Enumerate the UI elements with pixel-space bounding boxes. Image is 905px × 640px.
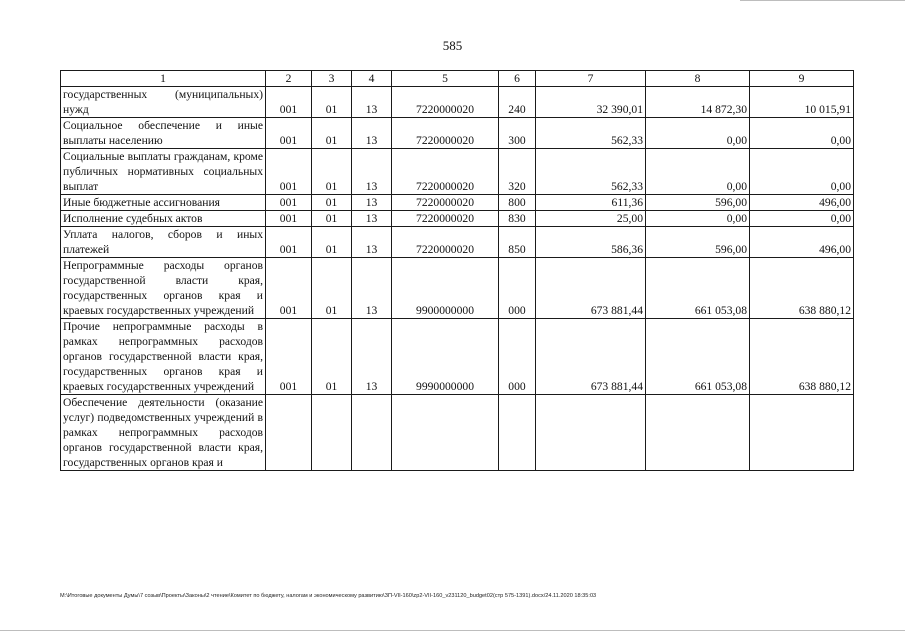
row-cell: 001	[266, 195, 312, 211]
row-name: Иные бюджетные ассигнования	[61, 195, 266, 211]
row-cell: 001	[266, 149, 312, 195]
row-amount: 596,00	[646, 195, 750, 211]
row-cell: 001	[266, 211, 312, 227]
row-cell	[266, 395, 312, 471]
top-divider	[740, 0, 905, 1]
row-cell: 13	[352, 258, 392, 319]
row-amount: 496,00	[750, 227, 854, 258]
row-cell: 001	[266, 319, 312, 395]
row-name: Прочие непрограммные расходы в рамках непрограммных расходов органов государственной власти края, государственных органов края и краевых государственных учреждений	[61, 319, 266, 395]
column-header: 8	[646, 71, 750, 87]
row-cell: 01	[312, 87, 352, 118]
footer-file-path: M:\Итоговые документы Думы\7 созыв\Проекты\Законы\2 чтение\Комитет по бюджету, налогам и экономическому развитию\ЗП-VII-160\zp2-VII-160_v231120_budget02(стр 575-1391).docx/24.11.2020 18:35:03	[60, 593, 597, 599]
row-amount: 0,00	[646, 118, 750, 149]
row-cell: 7220000020	[392, 87, 499, 118]
row-amount: 611,36	[536, 195, 646, 211]
row-cell: 7220000020	[392, 227, 499, 258]
row-amount: 638 880,12	[750, 319, 854, 395]
row-cell: 7220000020	[392, 211, 499, 227]
row-cell: 300	[499, 118, 536, 149]
row-cell: 7220000020	[392, 118, 499, 149]
row-cell: 001	[266, 87, 312, 118]
row-cell: 000	[499, 319, 536, 395]
row-cell: 13	[352, 195, 392, 211]
table-row	[61, 319, 854, 395]
row-cell: 240	[499, 87, 536, 118]
column-header: 5	[392, 71, 499, 87]
row-cell: 9900000000	[392, 258, 499, 319]
row-amount: 562,33	[536, 118, 646, 149]
row-cell: 7220000020	[392, 195, 499, 211]
table-header-row	[61, 71, 854, 87]
row-amount: 673 881,44	[536, 258, 646, 319]
row-cell	[392, 395, 499, 471]
row-amount: 661 053,08	[646, 319, 750, 395]
row-amount	[646, 395, 750, 471]
table-row	[61, 195, 854, 211]
row-amount: 0,00	[750, 211, 854, 227]
row-amount: 0,00	[750, 118, 854, 149]
row-cell: 7220000020	[392, 149, 499, 195]
row-cell	[352, 395, 392, 471]
row-cell: 13	[352, 87, 392, 118]
row-cell: 001	[266, 227, 312, 258]
row-amount: 32 390,01	[536, 87, 646, 118]
row-cell: 01	[312, 319, 352, 395]
row-cell: 001	[266, 118, 312, 149]
row-amount: 562,33	[536, 149, 646, 195]
row-cell	[312, 395, 352, 471]
row-amount: 0,00	[750, 149, 854, 195]
row-cell: 01	[312, 227, 352, 258]
row-name: Социальные выплаты гражданам, кроме публичных нормативных социальных выплат	[61, 149, 266, 195]
column-header: 2	[266, 71, 312, 87]
column-header: 9	[750, 71, 854, 87]
table-row	[61, 118, 854, 149]
row-name: государственных (муниципальных) нужд	[61, 87, 266, 118]
row-cell: 320	[499, 149, 536, 195]
row-name: Непрограммные расходы органов государственной власти края, государственных органов края и краевых государственных учреждений	[61, 258, 266, 319]
page-number: 585	[442, 38, 463, 53]
row-name: Обеспечение деятельности (оказание услуг) подведомственных учреждений в рамках непрограммных расходов органов государственной власти края, государственных органов края и	[61, 395, 266, 471]
row-cell: 01	[312, 258, 352, 319]
row-amount: 596,00	[646, 227, 750, 258]
row-name: Социальное обеспечение и иные выплаты населению	[61, 118, 266, 149]
row-cell: 01	[312, 118, 352, 149]
bottom-divider	[0, 630, 905, 631]
table-row	[61, 258, 854, 319]
row-amount: 586,36	[536, 227, 646, 258]
row-cell: 13	[352, 118, 392, 149]
row-amount	[750, 395, 854, 471]
row-cell: 850	[499, 227, 536, 258]
row-cell: 000	[499, 258, 536, 319]
row-amount: 10 015,91	[750, 87, 854, 118]
row-cell: 01	[312, 195, 352, 211]
row-cell: 830	[499, 211, 536, 227]
row-amount: 14 872,30	[646, 87, 750, 118]
row-cell: 13	[352, 211, 392, 227]
row-cell: 01	[312, 211, 352, 227]
row-cell: 13	[352, 319, 392, 395]
row-cell: 13	[352, 149, 392, 195]
table-row	[61, 87, 854, 118]
row-cell: 01	[312, 149, 352, 195]
row-amount: 638 880,12	[750, 258, 854, 319]
column-header: 4	[352, 71, 392, 87]
row-amount: 496,00	[750, 195, 854, 211]
column-header: 1	[61, 71, 266, 87]
column-header: 6	[499, 71, 536, 87]
row-name: Уплата налогов, сборов и иных платежей	[61, 227, 266, 258]
row-cell: 13	[352, 227, 392, 258]
budget-table	[60, 70, 854, 471]
row-amount	[536, 395, 646, 471]
row-amount: 661 053,08	[646, 258, 750, 319]
row-name: Исполнение судебных актов	[61, 211, 266, 227]
row-amount: 0,00	[646, 149, 750, 195]
table-row	[61, 395, 854, 471]
row-amount: 0,00	[646, 211, 750, 227]
row-amount: 673 881,44	[536, 319, 646, 395]
table-row	[61, 211, 854, 227]
row-cell: 800	[499, 195, 536, 211]
column-header: 3	[312, 71, 352, 87]
row-cell	[499, 395, 536, 471]
row-cell: 001	[266, 258, 312, 319]
table-row	[61, 149, 854, 195]
table-row	[61, 227, 854, 258]
row-amount: 25,00	[536, 211, 646, 227]
row-cell: 9990000000	[392, 319, 499, 395]
column-header: 7	[536, 71, 646, 87]
